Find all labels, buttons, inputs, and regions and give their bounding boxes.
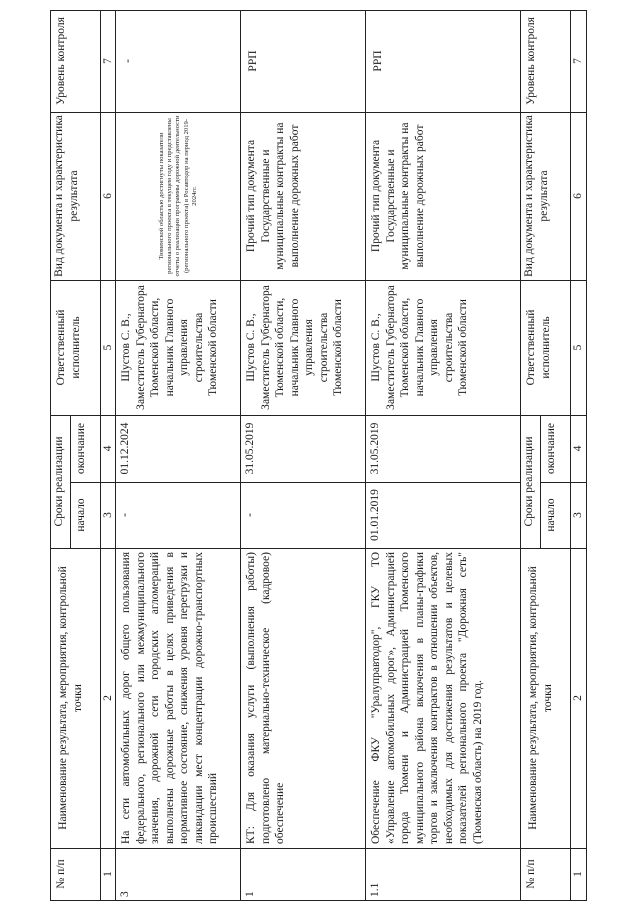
row-doc: Прочий тип документа Государственные и муниципальные контракты на выполнение дорожных работ bbox=[370, 122, 426, 270]
column-number: 3 bbox=[102, 512, 114, 518]
header-name: Наименование результата, мероприятия, контрольной точки bbox=[57, 566, 84, 830]
row-end: 31.05.2019 bbox=[369, 422, 381, 475]
header-level: Уровень контроля bbox=[525, 17, 537, 105]
row-start: 01.01.2019 bbox=[369, 489, 381, 541]
row-end: 31.05.2019 bbox=[244, 422, 256, 475]
header-name: Наименование результата, мероприятия, контрольной точки bbox=[527, 566, 554, 830]
header-responsible: Ответственный исполнитель bbox=[55, 309, 82, 386]
row-name: На сети автомобильных дорог общего пользования федерального, регионального или межмуниципального значения, дорожной сети городских агломераций выполнены дорожные работы в целях приведения в нормативное состояние, снижения уровня перегрузки и ликвидации мест концентрации дорожно-транспортных происшествий bbox=[120, 552, 219, 844]
row-responsible: Шустов С. В., Заместитель Губернатора Тюменской области, начальник Главного управления строительства Тюменской области bbox=[245, 285, 344, 410]
header-level: Уровень контроля bbox=[55, 17, 67, 105]
column-number: 4 bbox=[572, 445, 584, 452]
row-start: - bbox=[119, 513, 131, 517]
header-doc: Вид документа и характеристика результата bbox=[53, 115, 80, 277]
header-doc: Вид документа и характеристика результата bbox=[523, 115, 550, 277]
header-end: окончание bbox=[545, 423, 557, 474]
column-number: 1 bbox=[102, 871, 114, 877]
column-number: 2 bbox=[572, 695, 584, 701]
header-start: начало bbox=[75, 498, 87, 532]
column-number: 5 bbox=[102, 344, 114, 351]
column-number: 1 bbox=[572, 871, 584, 877]
row-doc: Тюменской областью достигнуты показатели регионального проекта в текущем году и представлены отчеты о реализации программы дорожной деятельности (регионального проекта) в Росавтодор на период 2019-2024гг. bbox=[158, 115, 198, 277]
header-start: начало bbox=[545, 498, 557, 532]
column-number: 3 bbox=[572, 512, 584, 518]
header-num: № п/п bbox=[525, 859, 537, 889]
column-number: 4 bbox=[102, 445, 114, 452]
header-end: окончание bbox=[75, 423, 87, 474]
row-name: Обеспечение ФКУ "Уралуправтодор", ГКУ ТО «Управление автомобильных дорог», Администрацией города Тюмени и Администрацией Тюменского муниципального района включения в планы-графики торгов и заключения контрактов в отношении объектов, необходимых для достижения результатов и целевых показателей регионального проекта "Дорожная сеть" (Тюменская область) на 2019 год. bbox=[370, 552, 484, 844]
column-number: 7 bbox=[572, 58, 584, 64]
row-responsible: Шустов С. В., Заместитель Губернатора Тюменской области, начальник Главного управления строительства Тюменской области bbox=[370, 285, 469, 410]
column-number: 7 bbox=[102, 58, 114, 64]
row-doc: Прочий тип документа Государственные и муниципальные контракты на выполнение дорожных работ bbox=[245, 122, 301, 270]
header-responsible: Ответственный исполнитель bbox=[525, 309, 552, 386]
column-number: 2 bbox=[102, 695, 114, 701]
header-sroki: Сроки реализации bbox=[523, 436, 535, 527]
column-number: 6 bbox=[102, 193, 114, 199]
row-level: - bbox=[122, 59, 134, 63]
row-end: 01.12.2024 bbox=[119, 422, 131, 475]
column-number: 5 bbox=[572, 344, 584, 351]
row-level: РРП bbox=[372, 50, 384, 72]
row-num: 1 bbox=[244, 891, 256, 897]
row-num: 1.1 bbox=[369, 882, 381, 897]
header-sroki: Сроки реализации bbox=[53, 436, 65, 527]
row-num: 3 bbox=[119, 891, 131, 897]
row-start: - bbox=[244, 513, 256, 517]
row-name: КТ: Для оказания услуги (выполнения работы) подготовлено материально-техническое (кадровое) обеспечение bbox=[245, 552, 286, 844]
header-num: № п/п bbox=[55, 859, 67, 889]
row-level: РРП bbox=[247, 50, 259, 72]
row-responsible: Шустов С. В., Заместитель Губернатора Тюменской области, начальник Главного управления строительства Тюменской области bbox=[120, 285, 219, 410]
column-number: 6 bbox=[572, 193, 584, 199]
